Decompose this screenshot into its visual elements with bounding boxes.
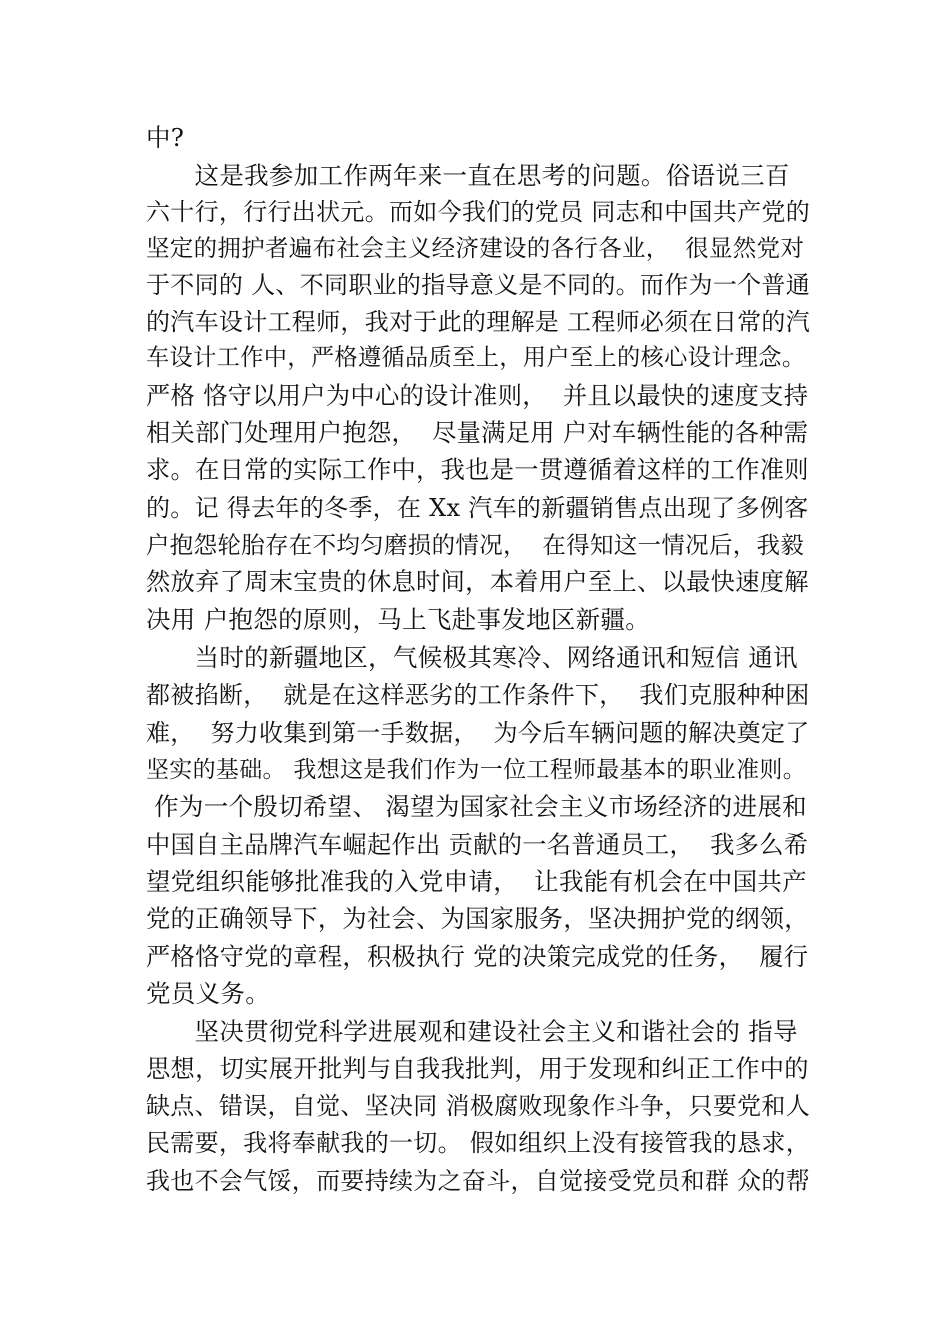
- text-line: 思想，切实展开批判与自我我批判，用于发现和纠正工作中的: [146, 1054, 809, 1083]
- text-line: 缺点、错误，自觉、坚决同 消极腐败现象作斗争，只要党和人: [146, 1092, 811, 1120]
- text-line: 党的正确领导下，为社会、为国家服务，坚决拥护党的纲领，: [146, 904, 809, 933]
- text-line: 决用 户抱怨的原则，马上飞赴事发地区新疆。: [146, 605, 651, 634]
- text-line: 民需要，我将奉献我的一切。 假如组织上没有接管我的恳求，: [146, 1129, 811, 1157]
- text-line: 都被掐断， 就是在这样恶劣的工作条件下， 我们克服种种困: [146, 681, 810, 709]
- text-line: 当时的新疆地区，气候极其寒冷、网络通讯和短信 通讯: [146, 643, 798, 672]
- text-line: 作为一个殷切希望、 渴望为国家社会主义市场经济的进展和: [146, 792, 807, 821]
- text-line: 求。在日常的实际工作中，我也是一贯遵循着这样的工作准则: [146, 455, 809, 484]
- text-line: 户抱怨轮胎存在不均匀磨损的情况， 在得知这一情况后，我毅: [146, 531, 805, 559]
- text-line: 相关部门处理用户抱怨， 尽量满足用 户对车辆性能的各种需: [146, 418, 809, 447]
- text-line: 这是我参加工作两年来一直在思考的问题。俗语说三百: [146, 161, 790, 190]
- text-line: 望党组织能够批准我的入党申请， 让我能有机会在中国共产: [146, 867, 807, 896]
- text-line: 坚定的拥护者遍布社会主义经济建设的各行各业， 很显然党对: [146, 234, 805, 262]
- text-line: 的。记 得去年的冬季，在 Xx 汽车的新疆销售点出现了多例客: [146, 494, 809, 522]
- text-line: 于不同的 人、不同职业的指导意义是不同的。而作为一个普通: [146, 271, 811, 299]
- text-line: 坚实的基础。 我想这是我们作为一位工程师最基本的职业准则。: [146, 757, 807, 783]
- text-line: 六十行，行行出状元。而如今我们的党员 同志和中国共产党的: [146, 198, 811, 226]
- text-line: 的汽车设计工程师，我对于此的理解是 工程师必须在日常的汽: [146, 308, 811, 336]
- text-line: 党员义务。: [146, 979, 270, 1008]
- text-line: 难， 努力收集到第一手数据， 为今后车辆问题的解决奠定了: [146, 719, 810, 747]
- text-line: 坚决贯彻党科学进展观和建设社会主义和谐社会的 指导: [146, 1017, 798, 1046]
- text-line: 中国自主品牌汽车崛起作出 贡献的一名普通员工， 我多么希: [146, 830, 809, 859]
- text-line: 我也不会气馁，而要持续为之奋斗，自觉接受党员和群 众的帮: [146, 1167, 811, 1195]
- text-line: 车设计工作中，严格遵循品质至上，用户至上的核心设计理念。: [146, 344, 806, 371]
- text-line: 然放弃了周末宝贵的休息时间，本着用户至上、以最快速度解: [146, 567, 809, 596]
- text-line: 中?: [146, 123, 185, 152]
- text-line: 严格恪守党的章程，积极执行 党的决策完成党的任务， 履行: [146, 942, 809, 971]
- text-line: 严格 恪守以用户为中心的设计准则， 并且以最快的速度支持: [146, 381, 809, 410]
